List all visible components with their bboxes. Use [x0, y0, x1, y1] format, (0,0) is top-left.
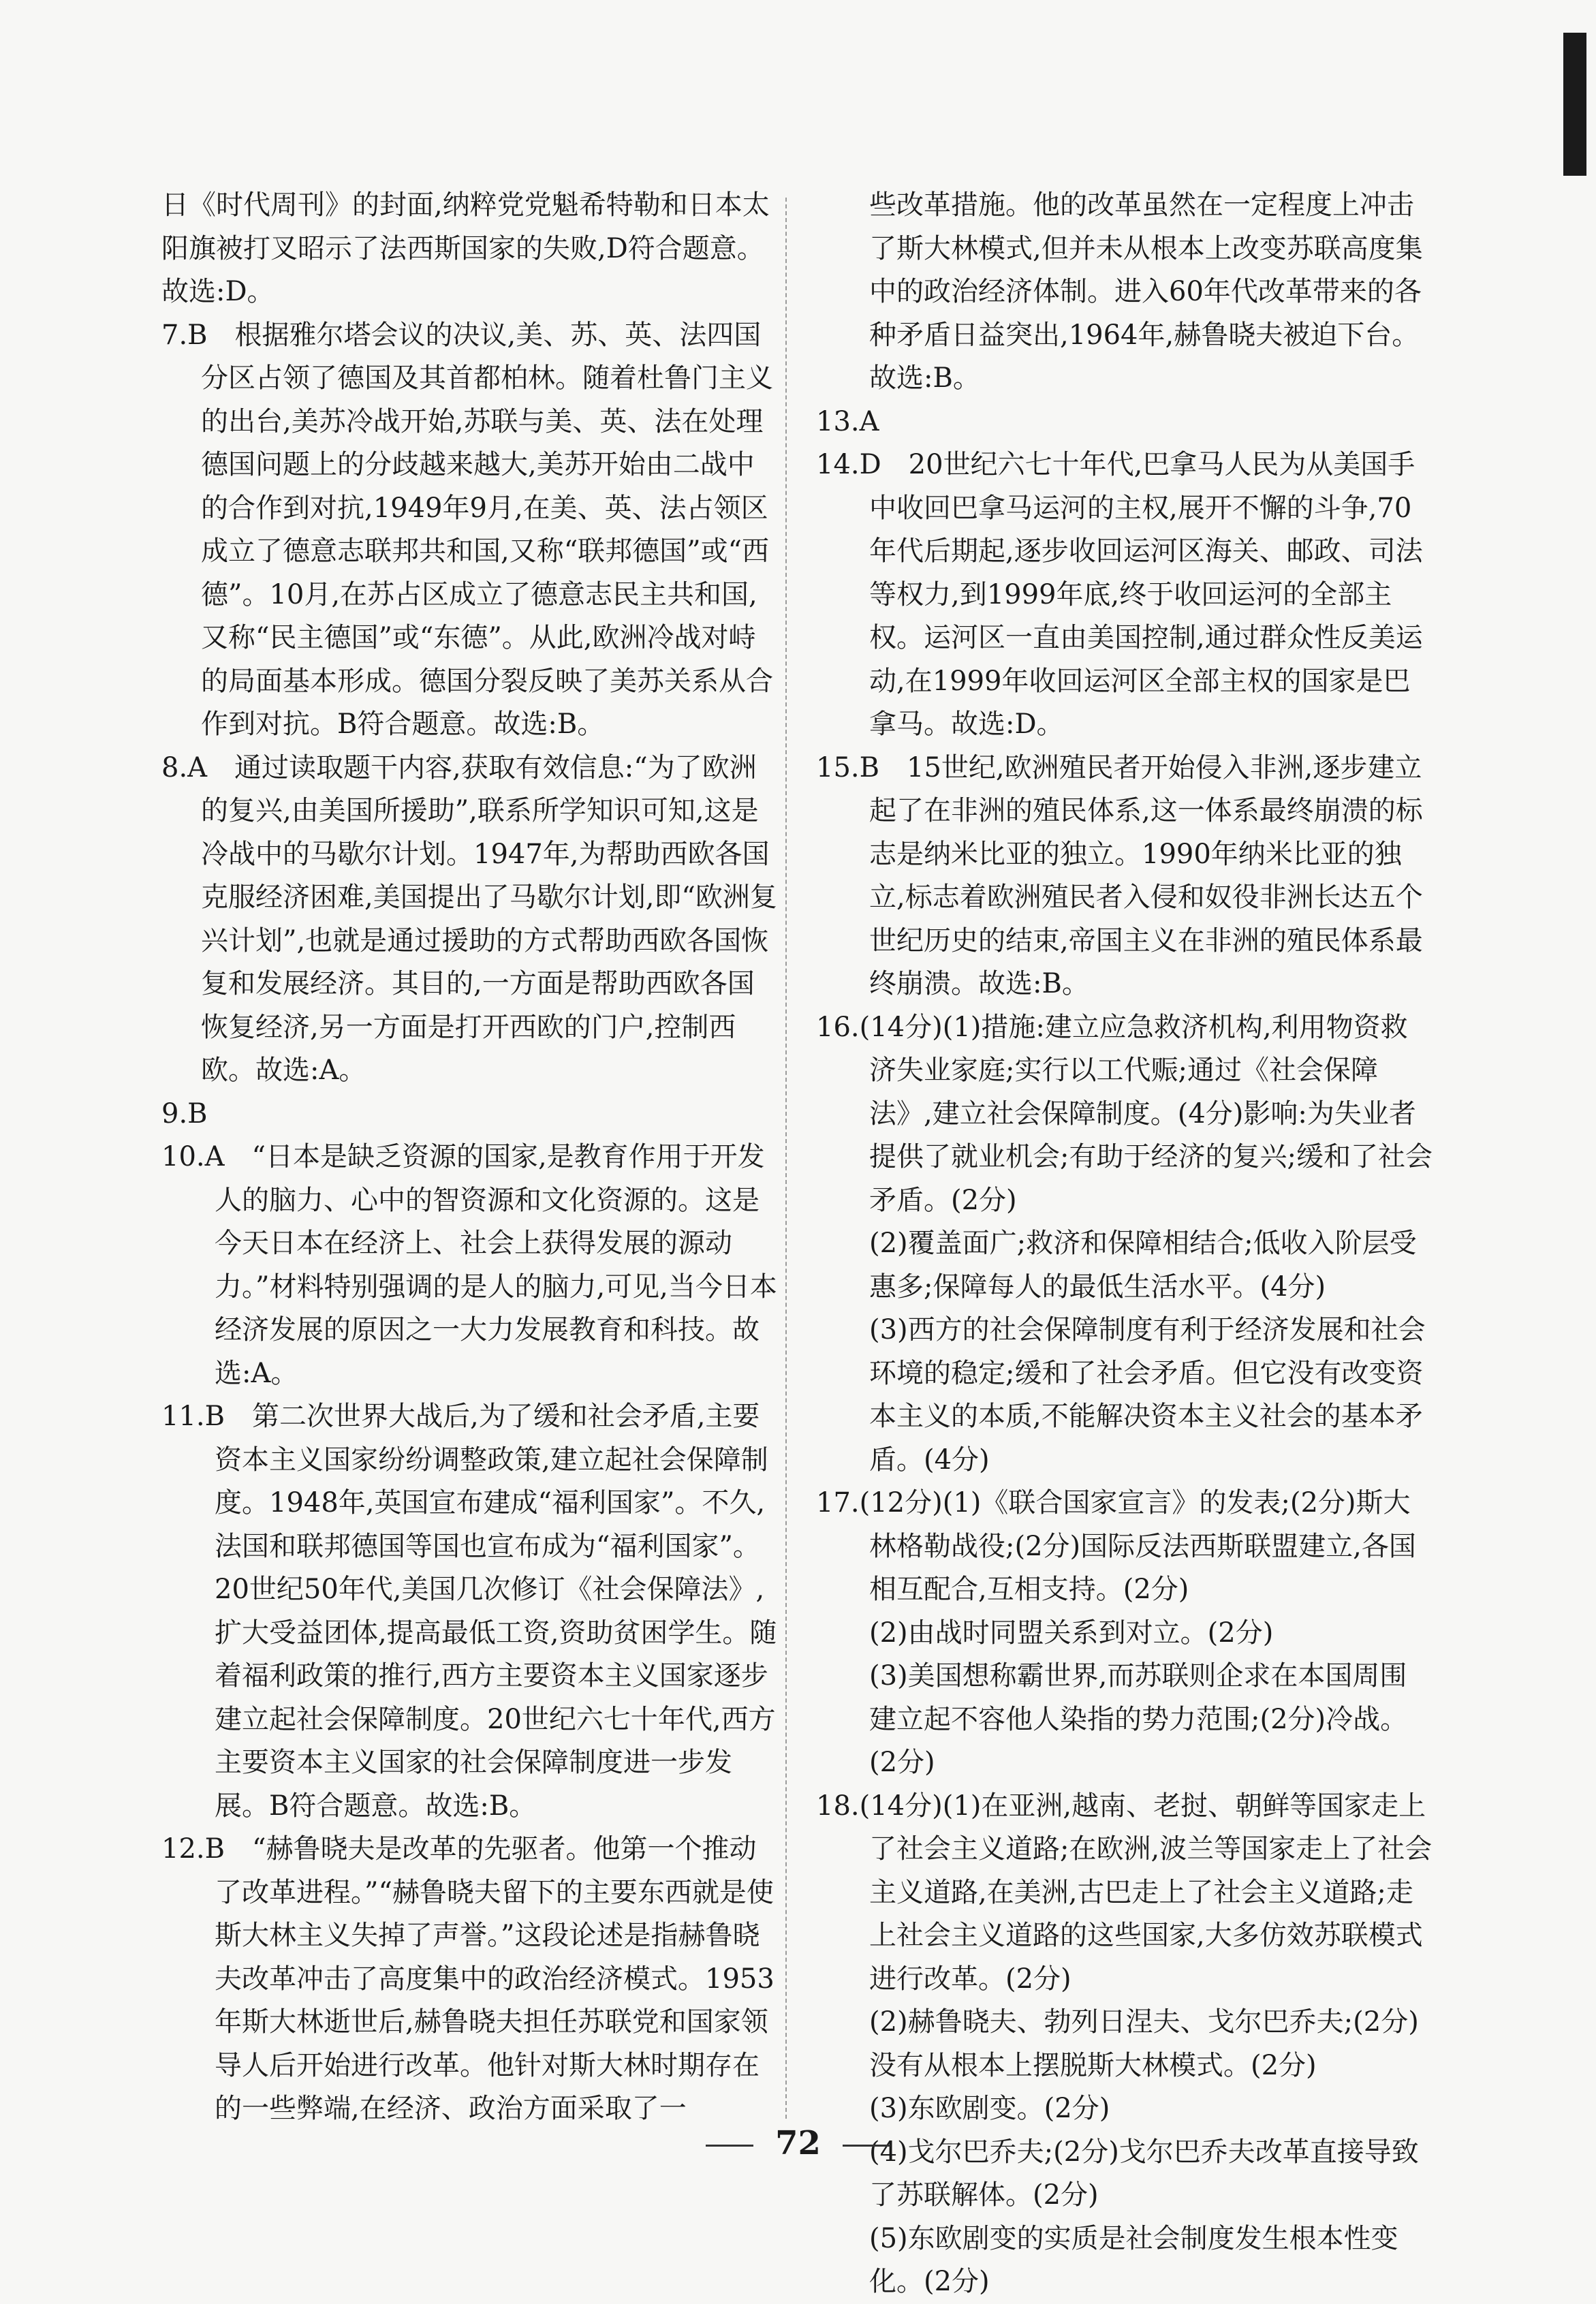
- right-answer-block: (2)覆盖面广;救济和保障相结合;低收入阶层受惠多;保障每人的最低生活水平。(4分): [869, 1228, 1417, 1303]
- right-answer-block: 些改革措施。他的改革虽然在一定程度上冲击了斯大林模式,但并未从根本上改变苏联高度集中的政治经济体制。进入60年代改革带来的各种矛盾日益突出,1964年,赫鲁晓夫被迫下台。故选:B。: [869, 189, 1423, 394]
- page-footer: [0, 2124, 1596, 2162]
- right-answer-block: (2)由战时同盟关系到对立。(2分): [869, 1617, 1274, 1649]
- footer-dash-right: [843, 2145, 890, 2147]
- right-answer-block: 17.(12分)(1)《联合国家宣言》的发表;(2分)斯大林格勒战役;(2分)国际反法西斯联盟建立,各国相互配合,互相支持。(2分): [816, 1487, 1416, 1605]
- column-divider: [785, 198, 787, 2119]
- left-answer-block: 11.B 第二次世界大战后,为了缓和社会矛盾,主要资本主义国家纷纷调整政策,建立起社会保障制度。1948年,英国宣布建成“福利国家”。不久,法国和联邦德国等国也宣布成为“福利国家”。20世纪50年代,美国几次修订《社会保障法》,扩大受益团体,提高最低工资,资助贫困学生。随着福利政策的推行,西方主要资本主义国家逐步建立起社会保障制度。20世纪六七十年代,西方主要资本主义国家的社会保障制度进一步发展。B符合题意。故选:B。: [161, 1401, 777, 1822]
- left-answer-block: 7.B 根据雅尔塔会议的决议,美、苏、英、法四国分区占领了德国及其首都柏林。随着杜鲁门主义的出台,美苏冷战开始,苏联与美、英、法在处理德国问题上的分歧越来越大,美苏开始由二战中的合作到对抗,1949年9月,在美、英、法占领区成立了德意志联邦共和国,又称“联邦德国”或“西德”。10月,在苏占区成立了德意志民主共和国,又称“民主德国”或“东德”。从此,欧洲冷战对峙的局面基本形成。德国分裂反映了美苏关系从合作到对抗。B符合题意。故选:B。: [161, 319, 773, 740]
- right-answer-block: 13.A: [816, 405, 879, 437]
- left-column: [161, 184, 778, 2131]
- right-column: [816, 184, 1433, 2304]
- right-answer-block: (3)西方的社会保障制度有利于经济发展和社会环境的稳定;缓和了社会矛盾。但它没有改变资本主义的本质,不能解决资本主义社会的基本矛盾。(4分): [869, 1314, 1426, 1476]
- left-answer-block: 日《时代周刊》的封面,纳粹党党魁希特勒和日本太阳旗被打叉昭示了法西斯国家的失败,D符合题意。故选:D。: [161, 189, 770, 307]
- right-answer-block: 18.(14分)(1)在亚洲,越南、老挝、朝鲜等国家走上了社会主义道路;在欧洲,波兰等国家走上了社会主义道路,在美洲,古巴走上了社会主义道路;走上社会主义道路的这些国家,大多仿效苏联模式进行改革。(2分): [816, 1790, 1433, 1995]
- page-edge-mark: [1563, 33, 1586, 176]
- footer-dash-left: [706, 2145, 753, 2147]
- right-answer-block: 15.B 15世纪,欧洲殖民者开始侵入非洲,逐步建立起了在非洲的殖民体系,这一体系最终崩溃的标志是纳米比亚的独立。1990年纳米比亚的独立,标志着欧洲殖民者入侵和奴役非洲长达五个世纪历史的结束,帝国主义在非洲的殖民体系最终崩溃。故选:B。: [816, 751, 1423, 999]
- right-answer-block: (3)美国想称霸世界,而苏联则企求在本国周围建立起不容他人染指的势力范围;(2分)冷战。(2分): [869, 1660, 1408, 1778]
- right-answer-block: (2)赫鲁晓夫、勃列日涅夫、戈尔巴乔夫;(2分)没有从根本上摆脱斯大林模式。(2分): [869, 2006, 1419, 2081]
- right-answer-block: (4)戈尔巴乔夫;(2分)戈尔巴乔夫改革直接导致了苏联解体。(2分): [869, 2136, 1419, 2211]
- left-answer-block: 8.A 通过读取题干内容,获取有效信息:“为了欧洲的复兴,由美国所援助”,联系所学知识可知,这是冷战中的马歇尔计划。1947年,为帮助西欧各国克服经济困难,美国提出了马歇尔计划,即“欧洲复兴计划”,也就是通过援助的方式帮助西欧各国恢复和发展经济。其目的,一方面是帮助西欧各国恢复经济,另一方面是打开西欧的门户,控制西欧。故选:A。: [161, 751, 777, 1086]
- right-answer-block: 16.(14分)(1)措施:建立应急救济机构,利用物资救济失业家庭;实行以工代赈;通过《社会保障法》,建立社会保障制度。(4分)影响:为失业者提供了就业机会;有助于经济的复兴;缓和了社会矛盾。(2分): [816, 1011, 1433, 1216]
- left-answer-block: 9.B: [161, 1097, 208, 1130]
- right-answer-block: (5)东欧剧变的实质是社会制度发生根本性变化。(2分): [869, 2222, 1398, 2297]
- right-answer-block: (3)东欧剧变。(2分): [869, 2093, 1110, 2124]
- left-answer-block: 12.B “赫鲁晓夫是改革的先驱者。他第一个推动了改革进程。”“赫鲁晓夫留下的主要东西就是使斯大林主义失掉了声誉。”这段论述是指赫鲁晓夫改革冲击了高度集中的政治经济模式。1953年斯大林逝世后,赫鲁晓夫担任苏联党和国家领导人后开始进行改革。他针对斯大林时期存在的一些弊端,在经济、政治方面采取了一: [161, 1833, 774, 2124]
- left-answer-block: 10.A “日本是缺乏资源的国家,是教育作用于开发人的脑力、心中的智资源和文化资源的。这是今天日本在经济上、社会上获得发展的源动力。”材料特别强调的是人的脑力,可见,当今日本经济发展的原因之一大力发展教育和科技。故选:A。: [161, 1141, 777, 1389]
- right-answer-block: 14.D 20世纪六七十年代,巴拿马人民为从美国手中收回巴拿马运河的主权,展开不懈的斗争,70年代后期起,逐步收回运河区海关、邮政、司法等权力,到1999年底,终于收回运河的全部主权。运河区一直由美国控制,通过群众性反美运动,在1999年收回运河区全部主权的国家是巴拿马。故选:D。: [816, 449, 1423, 740]
- page-number: 72: [775, 2124, 821, 2162]
